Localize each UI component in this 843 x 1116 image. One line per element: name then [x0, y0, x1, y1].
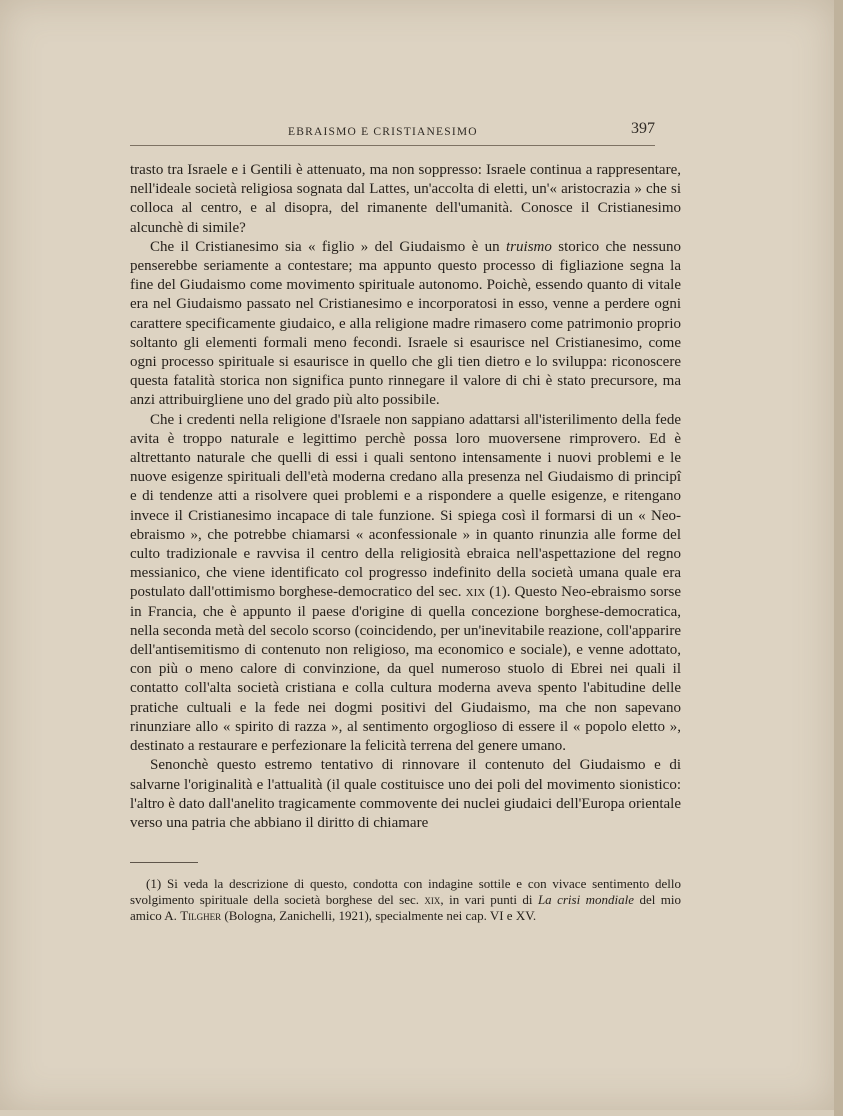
page-number: 397 [631, 120, 655, 137]
page-header [130, 120, 655, 146]
running-title: EBRAISMO E CRISTIANESIMO [288, 126, 478, 138]
footnote-start: (1) Si veda la descrizione di questo, condotta con indagine sottile e con vivace sentimento dello svolgimento spirituale della società borghese del sec. [130, 876, 681, 907]
footnote-century: xix [424, 892, 441, 907]
footnote-book-title: La crisi mondiale [537, 892, 635, 907]
footnote-rule [130, 862, 198, 863]
paragraph-2-rest: storico che nessuno penserebbe seriamente a contestare; ma appunto questo processo di figliazione segna la fine del Giudaismo come movimento spirituale autonomo. Poichè, essendo quanto di vitale era nel Giudaismo passato nel Cristianesimo e incorporatosi in esso, venne a perdere ogni carattere specificamente giudaico, e alla religione madre rimasero come patrimonio proprio soltanto gli elementi formali meno fecondi. Israele si esaurisce nel Cristianesimo, come ogni processo spirituale si esaurisce in quello che gli tien dietro e lo sviluppa: riconoscere questa fatalità storica non significa punto rinnegare il valore di chi è stato precursore, ma anzi attribuirgliene uno del grado più alto possibile. [130, 238, 681, 409]
paragraph-3-rest: (1). Questo Neo-ebraismo sorse in Francia, che è appunto il paese d'origine di quella concezione borghese-democratica, nella seconda metà del secolo scorso (coincidendo, per un'inevitabile reazione, coll'apparire dell'antisemitismo di contenuto non religioso, ma economico e sociale), e venne adottato, con più o meno calore di convinzione, da quel numeroso stuolo di Ebrei nei quali il contatto coll'alta società cristiana e colla cultura moderna aveva spento l'abitudine delle pratiche cultuali e la fede nei dogmi positivi del Giudaismo, ma che non sapevano rinunziare allo « spirito di razza », al sentimento orgoglioso di essere il « popolo eletto », destinato a restaurare e perfezionare la felicità terrena del genere umano. [130, 584, 682, 755]
paragraph-2-start: Che il Cristianesimo sia « figlio » del Giudaismo è un [150, 238, 507, 255]
italic-truismo: truismo [506, 238, 552, 255]
paragraph-2 [130, 238, 681, 411]
footnote-end: (Bologna, Zanichelli, 1921), specialmente nei cap. VI e XV. [221, 908, 537, 923]
header-rule [130, 145, 655, 146]
paragraph-3 [130, 411, 681, 757]
footnote-middle: , in vari punti di [440, 892, 538, 907]
century-numeral: xix [465, 584, 486, 601]
footnote [130, 876, 681, 924]
main-text [130, 161, 681, 833]
paragraph-1: trasto tra Israele e i Gentili è attenuato, ma non soppresso: Israele continua a rappresentare, nell'ideale società religiosa sognata dal Lattes, un'accolta di eletti, un'« aristocrazia » che si colloca al centro, e al disopra, del rimanente dell'umanità. Conosce il Cristianesimo alcunchè di simile? [130, 162, 681, 236]
footnote-between: del mio amico A. [130, 892, 681, 923]
page-edge [834, 0, 843, 1116]
footnote-author: Tilgher [180, 908, 222, 923]
paragraph-3-start: Che i credenti nella religione d'Israele non sappiano adattarsi all'isterilimento della fede avita è troppo naturale e legittimo perchè possa loro muoversene rimprovero. Ed è altrettanto naturale che quelli di essi i quali sentono intensamente i nuovi problemi e le nuove esigenze spirituali dell'età moderna credano alla presenza nel Giudaismo di principî e di tendenze atti a risolvere quei problemi e a rispondere a quelle esigenze, e ritengano invece il Cristianesimo incapace di tale funzione. Si spiega così il formarsi di un « Neo-ebraismo », che potrebbe chiamarsi « aconfessionale » in quanto rinunzia alle forme del culto tradizionale e ravvisa il centro della religiosità ebraica nell'aspettazione del regno messianico, che viene identificato col progresso indefinito della società umana quale era postulato dall'ottimismo borghese-democratico del sec. [130, 411, 681, 601]
paragraph-4: Senonchè questo estremo tentativo di rinnovare il contenuto del Giudaismo e di salvarne l'originalità e l'attualità (il quale costituisce uno dei poli del movimento sionistico: l'altro è dato dall'anelito tragicamente commovente dei nuclei giudaici dell'Europa orientale verso una patria che abbiano il diritto di chiamare [130, 757, 681, 831]
